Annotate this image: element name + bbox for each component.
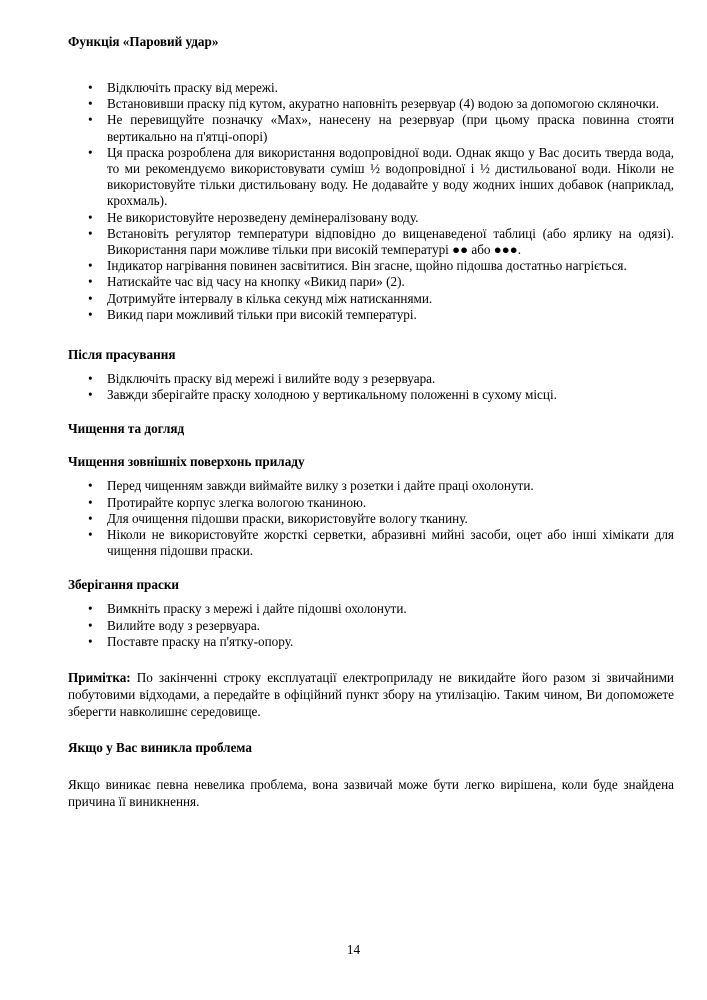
after-list	[68, 371, 674, 403]
outer-list	[68, 478, 674, 559]
list-item: • Викид пари можливий тільки при високій температурі.	[68, 307, 674, 323]
list-item: • Ця праска розроблена для використання водопровідної води. Однак якщо у Вас досить тверда вода, то ми рекомендуємо використовувати суміш ½ водопровідної і ½ дистильованої води. Ніколи не використовуйте тільки дистильовану воду. Не додавайте у воду жодних інших добавок (наприклад, крохмаль).	[68, 145, 674, 210]
list-item: • Не використовуйте нерозведену демінералізовану воду.	[68, 210, 674, 226]
steam-list	[68, 80, 674, 323]
note-paragraph	[68, 669, 674, 720]
heading-cleaning: Чищення та догляд	[68, 421, 185, 437]
problem-paragraph: Якщо виникає певна невелика проблема, вона зазвичай може бути легко вирішена, коли буде знайдена причина її виникнення.	[68, 777, 674, 810]
list-item: • Натискайте час від часу на кнопку «Викид пари» (2).	[68, 274, 674, 290]
list-item: • Вимкніть праску з мережі і дайте підошві охолонути.	[68, 601, 674, 617]
list-item: • Дотримуйте інтервалу в кілька секунд між натисканнями.	[68, 291, 674, 307]
document-page	[68, 0, 674, 810]
list-item: • Відключіть праску від мережі.	[68, 80, 674, 96]
list-item: • Протирайте корпус злегка вологою тканиною.	[68, 495, 674, 511]
list-item: • Поставте праску на п'ятку-опору.	[68, 634, 674, 650]
note-text: По закінченні строку експлуатації електроприладу не викидайте його разом зі звичайними побутовими відходами, а передайте в офіційний пункт збору на утилізацію. Таким чином, Ви допоможете зберегти навколишнє середовище.	[68, 670, 674, 720]
heading-storage: Зберігання праски	[68, 577, 180, 593]
list-item: • Ніколи не використовуйте жорсткі серветки, абразивні мийні засоби, оцет або інші хімікати для чищення підошви праски.	[68, 527, 674, 559]
list-item: • Перед чищенням завжди виймайте вилку з розетки і дайте праці охолонути.	[68, 478, 674, 494]
heading-problem: Якщо у Вас виникла проблема	[68, 740, 252, 756]
page-number: 14	[346, 942, 361, 957]
list-item: • Для очищення підошви праски, використовуйте вологу тканину.	[68, 511, 674, 527]
heading-after-ironing: Після прасування	[68, 347, 176, 363]
list-item: • Встановивши праску під кутом, акуратно наповніть резервуар (4) водою за допомогою скляночки.	[68, 96, 674, 112]
heading-outer-cleaning: Чищення зовнішніх поверхонь приладу	[68, 454, 305, 470]
list-item: • Не перевищуйте позначку «Max», нанесену на резервуар (при цьому праска повинна стояти вертикально на п'ятці-опорі)	[68, 112, 674, 144]
list-item: • Відключіть праску від мережі і вилийте воду з резервуара.	[68, 371, 674, 387]
list-item: • Встановіть регулятор температури відповідно до вищенаведеної таблиці (або ярлику на одязі). Використання пари можливе тільки при високій температурі ●● або ●●●.	[68, 226, 674, 258]
list-item: • Вилийте воду з резервуара.	[68, 618, 674, 634]
note-label: Примітка:	[68, 670, 131, 686]
list-item: • Завжди зберігайте праску холодною у вертикальному положенні в сухому місці.	[68, 387, 674, 403]
heading-steam-burst: Функція «Паровий удар»	[68, 34, 219, 49]
storage-list	[68, 601, 674, 650]
list-item: • Індикатор нагрівання повинен засвітитися. Він згасне, щойно підошва достатньо нагріється.	[68, 258, 674, 274]
